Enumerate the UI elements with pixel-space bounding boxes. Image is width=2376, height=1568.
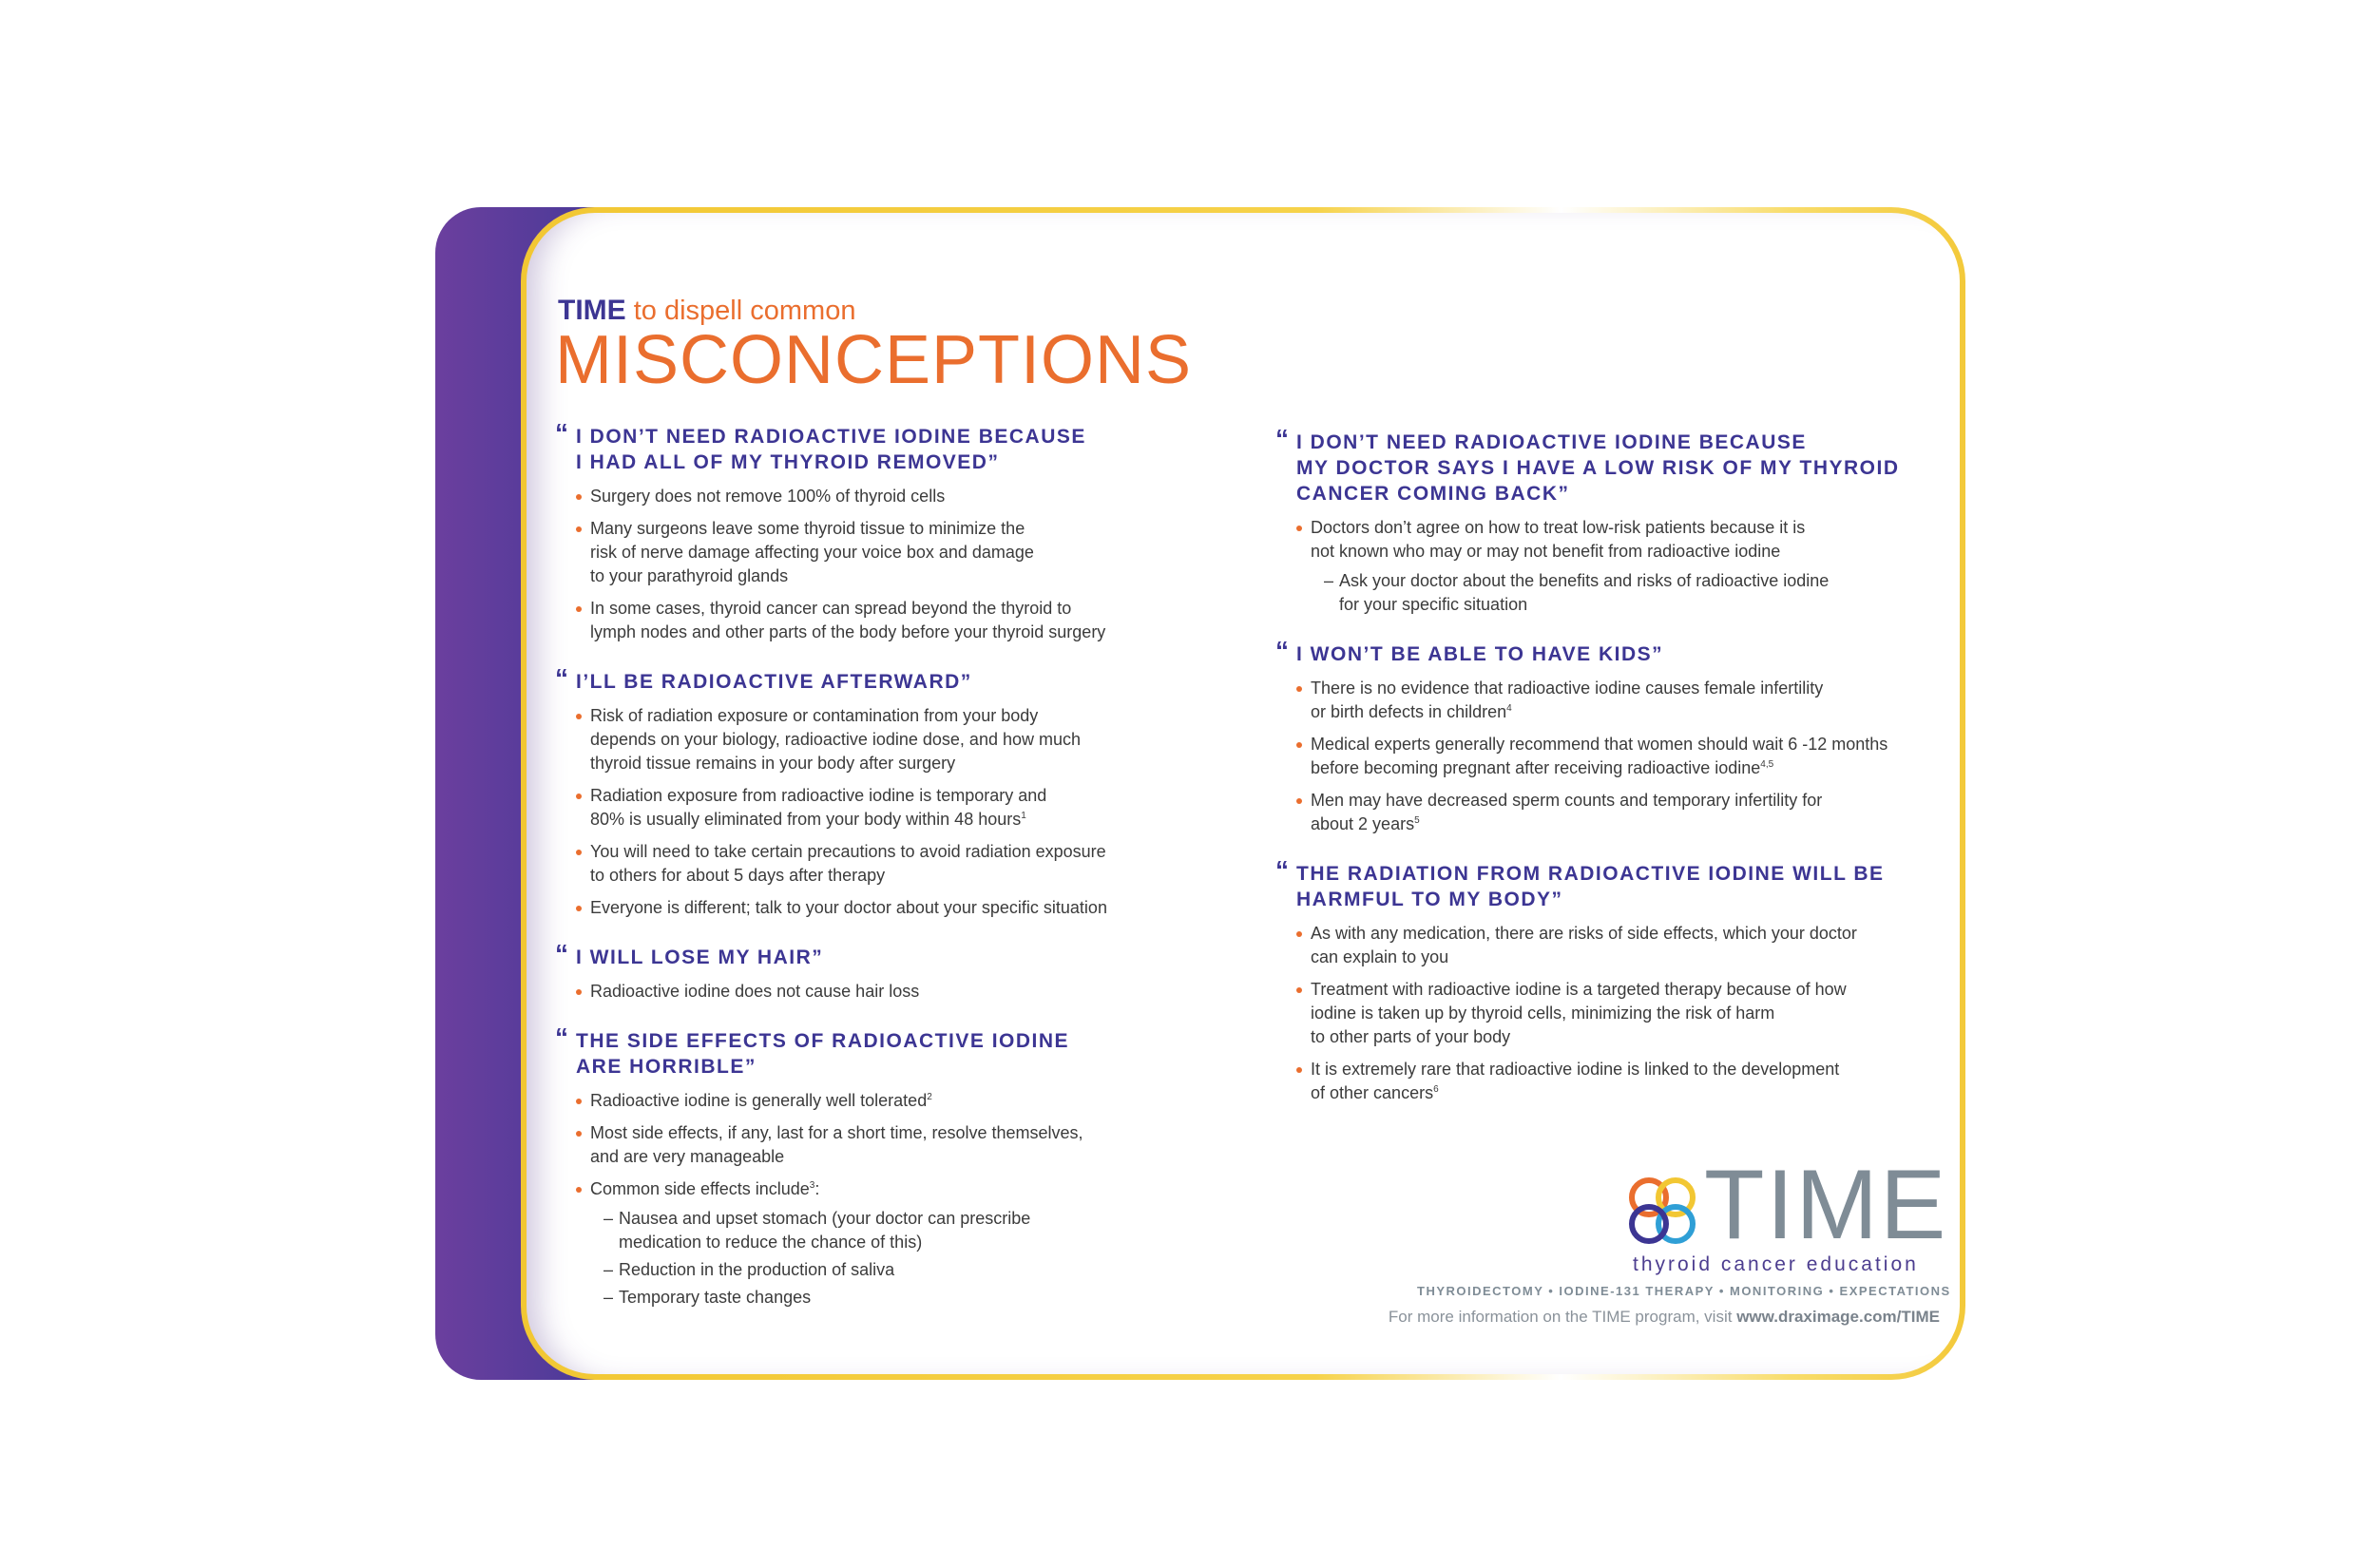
- bullet-line: before becoming pregnant after receiving radioactive iodine$^{4,5}$: [1311, 758, 1774, 777]
- bullet-item: [1296, 733, 1941, 780]
- misconception-section: [555, 1023, 1163, 1310]
- title-intro-text: to dispell common: [633, 296, 856, 326]
- section-heading: [1275, 855, 1941, 912]
- misconception-section: [1275, 636, 1941, 836]
- sub-list: [1311, 569, 1941, 617]
- bullet-line: Radioactive iodine does not cause hair loss: [590, 982, 920, 1001]
- bullet-item: [1296, 1058, 1941, 1105]
- bullet-item: [576, 517, 1163, 588]
- bullet-line: of other cancers$^6$: [1311, 1083, 1439, 1102]
- bullet-line: or birth defects in children$^4$: [1311, 702, 1512, 721]
- page-title: MISCONCEPTIONS: [555, 322, 1193, 398]
- misconception-section: [555, 939, 1163, 1004]
- bullet-line: Radiation exposure from radioactive iodine is temporary and: [590, 786, 1047, 805]
- bullet-line: 80% is usually eliminated from your body within 48 hours$^1$: [590, 810, 1026, 829]
- footer-note: [1331, 1306, 1940, 1329]
- misconception-section: [555, 418, 1163, 644]
- section-heading: [555, 663, 1163, 695]
- sub-line: – Temporary taste changes: [619, 1288, 812, 1307]
- right-column: [1275, 424, 1941, 1130]
- quote-mark: “: [555, 939, 568, 968]
- footer-text: For more information on the TIME program, visit: [1388, 1308, 1737, 1326]
- bullet-item: [576, 597, 1163, 644]
- heading-line: CANCER COMING BACK”: [1296, 483, 1570, 505]
- section-heading: [1275, 636, 1941, 667]
- bullet-line: Doctors don’t agree on how to treat low-risk patients because it is: [1311, 518, 1806, 537]
- quote-mark: “: [1275, 424, 1289, 453]
- bullet-item: [576, 1177, 1163, 1310]
- bullet-item: [576, 980, 1163, 1004]
- heading-line: I’LL BE RADIOACTIVE AFTERWARD”: [576, 671, 972, 693]
- bullet-item: [576, 1121, 1163, 1169]
- bullet-item: [1296, 677, 1941, 724]
- misconception-section: [555, 663, 1163, 920]
- section-heading: [1275, 424, 1941, 507]
- bullet-list: [555, 1089, 1163, 1310]
- misconception-section: [1275, 855, 1941, 1105]
- bullet-list: [1275, 922, 1941, 1105]
- bullet-line: about 2 years$^5$: [1311, 814, 1420, 833]
- bullet-line: not known who may or may not benefit from radioactive iodine: [1311, 542, 1781, 561]
- quote-mark: “: [555, 663, 568, 693]
- sub-list: [590, 1207, 1163, 1310]
- heading-line: THE SIDE EFFECTS OF RADIOACTIVE IODINE: [576, 1030, 1070, 1052]
- bullet-item: [1296, 516, 1941, 617]
- section-heading: [555, 1023, 1163, 1080]
- heading-line: I DON’T NEED RADIOACTIVE IODINE BECAUSE: [1296, 431, 1807, 453]
- bullet-item: [576, 896, 1163, 920]
- footnote-ref: 4: [1506, 703, 1512, 714]
- logo-subtitle: thyroid cancer education: [1633, 1253, 1919, 1275]
- title-brand: TIME: [558, 295, 626, 326]
- program-tagline: THYROIDECTOMY • IODINE-131 THERAPY • MONITORING • EXPECTATIONS: [1417, 1284, 1951, 1298]
- bullet-line: Treatment with radioactive iodine is a targeted therapy because of how: [1311, 980, 1847, 999]
- bullet-line: Medical experts generally recommend that women should wait 6 -12 months: [1311, 735, 1888, 754]
- sub-line: – Nausea and upset stomach (your doctor can prescribe: [619, 1209, 1031, 1228]
- quote-mark: “: [1275, 636, 1289, 665]
- sub-item: [604, 1207, 1163, 1254]
- logo-wordmark: TIME: [1704, 1150, 1948, 1260]
- sub-line: medication to reduce the chance of this): [619, 1233, 923, 1252]
- quote-mark: “: [555, 418, 568, 448]
- bullet-line: Most side effects, if any, last for a short time, resolve themselves,: [590, 1123, 1083, 1142]
- sub-item: [1324, 569, 1941, 617]
- bullet-line: There is no evidence that radioactive iodine causes female infertility: [1311, 679, 1824, 698]
- footer-link[interactable]: www.draximage.com/TIME: [1736, 1308, 1940, 1326]
- bullet-line: Common side effects include$^3$:: [590, 1179, 820, 1198]
- bullet-line: Men may have decreased sperm counts and temporary infertility for: [1311, 791, 1823, 810]
- quote-mark: “: [1275, 855, 1289, 885]
- bullet-item: [576, 1089, 1163, 1113]
- bullet-item: [1296, 789, 1941, 836]
- bullet-suffix: :: [814, 1179, 820, 1198]
- bullet-item: [576, 784, 1163, 832]
- bullet-line: and are very manageable: [590, 1147, 785, 1166]
- left-column: [555, 418, 1163, 1334]
- bullet-line: to your parathyroid glands: [590, 566, 789, 585]
- footnote-ref: 4,5: [1760, 759, 1774, 770]
- bullet-list: [555, 980, 1163, 1004]
- bullet-line: to other parts of your body: [1311, 1027, 1511, 1046]
- heading-line: I WON’T BE ABLE TO HAVE KIDS”: [1296, 643, 1664, 665]
- bullet-line: Everyone is different; talk to your doctor about your specific situation: [590, 898, 1107, 917]
- sub-line: for your specific situation: [1339, 595, 1528, 614]
- sub-line: – Reduction in the production of saliva: [619, 1260, 895, 1279]
- footnote-ref: 5: [1414, 815, 1420, 826]
- section-heading: [555, 418, 1163, 475]
- bullet-item: [1296, 922, 1941, 969]
- bullet-line: risk of nerve damage affecting your voice box and damage: [590, 543, 1034, 562]
- bullet-list: [1275, 677, 1941, 836]
- bullet-line: to others for about 5 days after therapy: [590, 866, 886, 885]
- bullet-line: Many surgeons leave some thyroid tissue to minimize the: [590, 519, 1025, 538]
- bullet-line: You will need to take certain precautions to avoid radiation exposure: [590, 842, 1106, 861]
- heading-line: I HAD ALL OF MY THYROID REMOVED”: [576, 451, 1000, 473]
- bullet-item: [576, 840, 1163, 888]
- bullet-item: [576, 485, 1163, 508]
- bullet-line: Radioactive iodine is generally well tolerated$^2$: [590, 1091, 932, 1110]
- bullet-line: lymph nodes and other parts of the body before your thyroid surgery: [590, 622, 1106, 641]
- heading-line: HARMFUL TO MY BODY”: [1296, 889, 1563, 910]
- bullet-line: As with any medication, there are risks of side effects, which your doctor: [1311, 924, 1857, 943]
- bullet-line: Risk of radiation exposure or contamination from your body: [590, 706, 1039, 725]
- bullet-line: depends on your biology, radioactive iodine dose, and how much: [590, 730, 1082, 749]
- bullet-line: Surgery does not remove 100% of thyroid cells: [590, 487, 946, 506]
- bullet-line: iodine is taken up by thyroid cells, minimizing the risk of harm: [1311, 1004, 1775, 1023]
- bullet-item: [576, 704, 1163, 775]
- bullet-line: In some cases, thyroid cancer can spread beyond the thyroid to: [590, 599, 1072, 618]
- footnote-ref: 6: [1433, 1084, 1439, 1095]
- heading-line: I DON’T NEED RADIOACTIVE IODINE BECAUSE: [576, 426, 1086, 448]
- heading-line: THE RADIATION FROM RADIOACTIVE IODINE WILL BE: [1296, 863, 1885, 885]
- quote-mark: “: [555, 1023, 568, 1052]
- footnote-ref: 2: [927, 1092, 932, 1102]
- heading-line: MY DOCTOR SAYS I HAVE A LOW RISK OF MY THYROID: [1296, 457, 1900, 479]
- heading-line: ARE HORRIBLE”: [576, 1056, 757, 1078]
- heading-line: I WILL LOSE MY HAIR”: [576, 947, 824, 968]
- sub-item: [604, 1258, 1163, 1282]
- bullet-line: It is extremely rare that radioactive iodine is linked to the development: [1311, 1060, 1840, 1079]
- bullet-list: [1275, 516, 1941, 617]
- bullet-list: [555, 704, 1163, 920]
- interlocking-rings-icon: [1620, 1169, 1710, 1258]
- bullet-list: [555, 485, 1163, 644]
- bullet-item: [1296, 978, 1941, 1049]
- sub-line: – Ask your doctor about the benefits and risks of radioactive iodine: [1339, 571, 1830, 590]
- footnote-ref: 3: [809, 1180, 815, 1191]
- footnote-ref: 1: [1021, 811, 1026, 821]
- bullet-line: thyroid tissue remains in your body after surgery: [590, 754, 956, 773]
- misconception-section: [1275, 424, 1941, 617]
- section-heading: [555, 939, 1163, 970]
- sub-item: [604, 1286, 1163, 1310]
- bullet-line: can explain to you: [1311, 947, 1449, 966]
